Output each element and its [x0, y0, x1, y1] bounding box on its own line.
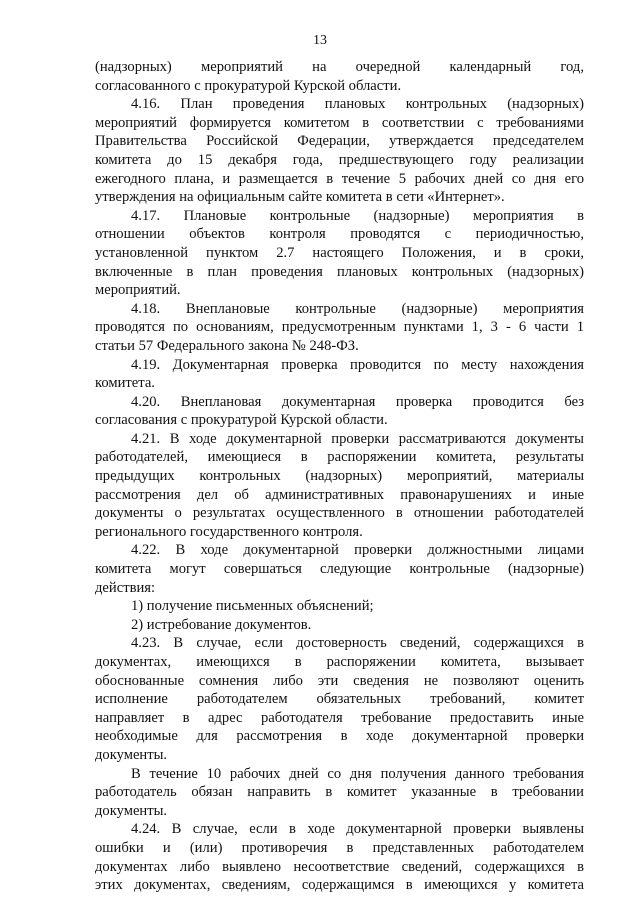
text-line: согласования с прокуратурой Курской области. — [95, 412, 388, 429]
text-line: рассмотрения дел об административных правонарушениях и иные — [95, 486, 584, 503]
text-line: утверждения на официальным сайте комитета в сети «Интернет». — [95, 189, 505, 206]
text-line: регионального государственного контроля. — [95, 523, 363, 540]
text-line: документы. — [95, 746, 168, 763]
text-line: комитета до 15 декабря года, предшествующего году реализации — [95, 151, 584, 168]
text-line: 4.17. Плановые контрольные (надзорные) мероприятия в — [131, 207, 584, 224]
text-line: 4.24. В случае, если в ходе документарной проверки выявлены — [131, 821, 584, 838]
text-line: 4.22. В ходе документарной проверки должностными лицами — [131, 542, 584, 559]
text-line: 4.16. План проведения плановых контрольных (надзорных) — [131, 96, 584, 113]
text-line: комитета. — [95, 375, 155, 392]
text-line: документы о результатах осуществленного в отношении работодателей — [95, 505, 584, 522]
text-line: действия: — [95, 579, 156, 596]
text-line: (надзорных) мероприятий на очередной календарный год, — [95, 59, 584, 75]
text-line: работодателей, имеющиеся в распоряжении комитета, результаты — [95, 449, 584, 466]
text-line: 1) получение письменных объяснений; — [131, 598, 374, 615]
text-line: статьи 57 Федерального закона № 248-ФЗ. — [95, 337, 359, 354]
text-line: установленной пунктом 2.7 настоящего Положения, и в сроки, — [95, 244, 584, 261]
page-number: 13 — [313, 33, 327, 48]
text-line: отношении объектов контроля проводятся с периодичностью, — [95, 226, 584, 243]
text-line: согласованного с прокуратурой Курской области. — [95, 77, 402, 94]
text-line: необходимые для рассмотрения в ходе документарной проверки — [95, 728, 584, 745]
text-line: 4.21. В ходе документарной проверки рассматриваются документы — [131, 430, 584, 447]
text-line: ошибки и (или) противоречия в представленных работодателем — [95, 839, 584, 856]
text-line: Правительства Российской Федерации, утверждается председателем — [95, 133, 584, 150]
text-line: 2) истребование документов. — [131, 616, 312, 633]
text-line: этих документах, сведениям, содержащимся в имеющихся у комитета — [95, 877, 584, 894]
text-line: направляет в адрес работодателя требование предоставить иные — [95, 709, 584, 726]
text-line: 4.23. В случае, если достоверность сведений, содержащихся в — [131, 635, 584, 652]
text-line: мероприятий. — [95, 282, 181, 299]
text-line: исполнение работодателем обязательных требований, комитет — [95, 691, 584, 708]
text-line: обоснованные сомнения либо эти сведения не позволяют оценить — [95, 672, 584, 689]
text-line: документах, имеющихся в распоряжении комитета, вызывает — [95, 654, 584, 670]
text-line: документы. — [95, 802, 168, 819]
text-line: работодатель обязан направить в комитет указанные в требовании — [95, 784, 584, 801]
text-line: 4.19. Документарная проверка проводится по месту нахождения — [131, 356, 584, 373]
text-line: проводятся по основаниям, предусмотренным пунктами 1, 3 - 6 части 1 — [95, 319, 584, 336]
text-line: предыдущих контрольных (надзорных) мероприятий, материалы — [95, 468, 584, 485]
text-line: комитета могут совершаться следующие контрольные (надзорные) — [95, 561, 584, 578]
document-body-text — [95, 58, 584, 895]
text-line: включенные в план проведения плановых контрольных (надзорных) — [95, 263, 584, 280]
text-line: В течение 10 рабочих дней со дня получения данного требования — [131, 765, 584, 782]
text-line: ежегодного плана, и размещается в течение 5 рабочих дней со дня его — [95, 170, 584, 187]
text-line: 4.20. Внеплановая документарная проверка проводится без — [131, 393, 584, 410]
text-line: 4.18. Внеплановые контрольные (надзорные) мероприятия — [131, 300, 584, 317]
text-line: мероприятий формируется комитетом в соответствии с требованиями — [95, 114, 584, 131]
text-line: документах либо выявлено несоответствие сведений, содержащихся в — [95, 858, 584, 875]
